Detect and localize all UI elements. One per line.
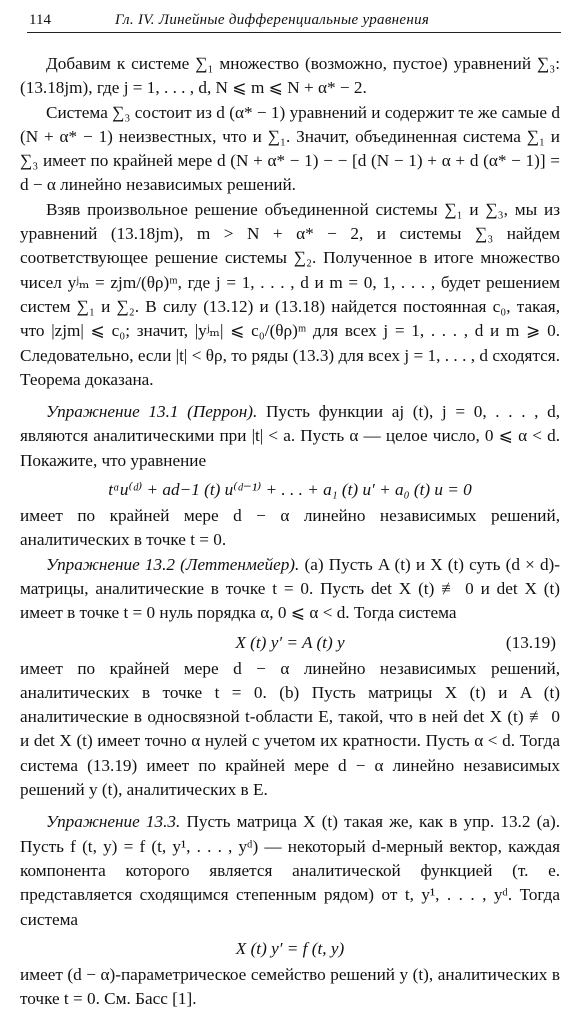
exercise-text: (a) Пусть A (t) и X (t) суть (d × d)-матрицы, аналитические в точке t = 0. Пусть det X (t) ≢ 0 и det X (t) имеет в точке t = 0 нуль порядка α, 0 ⩽ α < d. Тогда система [20,554,560,623]
exercise-text: Пусть матрица X (t) такая же, как в упр. 13.2 (а). Пусть f (t, y) = f (t, y¹, . . . , yᵈ) — некоторый d-мерный вектор, каждая компонента которого является аналитической функцией (т. е. представляется сходящимся степенным рядом) от t, y¹, . . . , yᵈ. Тогда система [20,812,560,929]
equation-body: tᵅu⁽ᵈ⁾ + ad−1 (t) u⁽ᵈ⁻¹⁾ + . . . + a₁ (t) u′ + a₀ (t) u = 0 [108,480,472,500]
exercise-title: Упражнение 13.2 (Леттенмейер). [46,554,300,574]
exercise-continuation: имеет по крайней мере d − α линейно независимых решений, аналитических в точке t = 0. [20,506,560,550]
equation-body: X (t) y′ = A (t) y [235,632,345,652]
exercise-continuation: имеет (d − α)-параметрическое семейство решений y (t), аналитических в точке t = 0. См. Басс [1]. [20,964,560,1009]
equation-number: (13.19) [505,632,556,652]
exercise-13-2 [20,553,560,626]
exercise-13-1 [20,400,560,473]
exercise-title: Упражнение 13.3. [46,812,181,832]
page-body [20,52,560,1011]
display-equation [20,629,560,656]
exercise-13-3 [20,810,560,931]
exercise-text: Пусть функции aj (t), j = 0, . . . , d, являются аналитическими при |t| < a. Пусть α — целое число, 0 ⩽ α < d. Покажите, что уравнение [20,402,561,470]
equation-body: X (t) y′ = f (t, y) [235,938,345,958]
paragraph-system-count: Система ∑₃ состоит из d (α* − 1) уравнений и содержит те же самые d (N + α* − 1) неизвестных, что и ∑₁. Значит, объединенная система ∑₁ и ∑₃ имеет по крайней мере d (N + α* − 1) − − [d (N − 1) + α + d (α* − 1)] = d − α линейно независимых решений. [20,102,560,195]
paragraph-proof-end: Взяв произвольное решение объединенной системы ∑₁ и ∑₃, мы из уравнений (13.18jm), m > N + α* − 2, и системы ∑₃ найдем соответствующее решение системы ∑₂. Полученное в итоге множество чисел yʲₘ = zjm/(θρ)ᵐ, где j = 1, . . . , d и m = 0, 1, . . . , будет решением систем ∑₁ и ∑₂. В силу (13.12) и (13.18) найдется постоянная c₀, такая, что |zjm| ⩽ c₀; значит, |yʲₘ| ⩽ c₀/(θρ)ᵐ для всех j = 1, . . . , d и m ⩾ 0. Следовательно, если |t| < θρ, то ряды (13.3) для всех j = 1, . . . , d сходятся. Теорема доказана. [20,199,560,389]
paragraph-add-system: Добавим к системе ∑₁ множество (возможно, пустое) уравнений ∑₃: (13.18jm), где j = 1, . . . , d, N ⩽ m ⩽ N + α* − 2. [20,54,560,98]
display-equation [20,476,560,503]
page-number: 114 [29,12,51,28]
exercise-continuation: имеет по крайней мере d − α линейно независимых решений, аналитических в точке t = 0. (b) Пусть матрицы X (t) и A (t) аналитические в односвязной t-области E, такой, что в ней det X (t) ≢ 0 и det X (t) имеет точно α нулей с учетом их кратности. Пусть α < d. Тогда система (13.19) имеет по крайней мере d − α линейно независимых решений y (t), аналитических в E. [20,658,560,800]
running-header [27,10,561,33]
running-title: Гл. IV. Линейные дифференциальные уравнения [115,12,430,28]
exercise-title: Упражнение 13.1 (Перрон). [46,402,258,422]
display-equation [20,935,560,962]
